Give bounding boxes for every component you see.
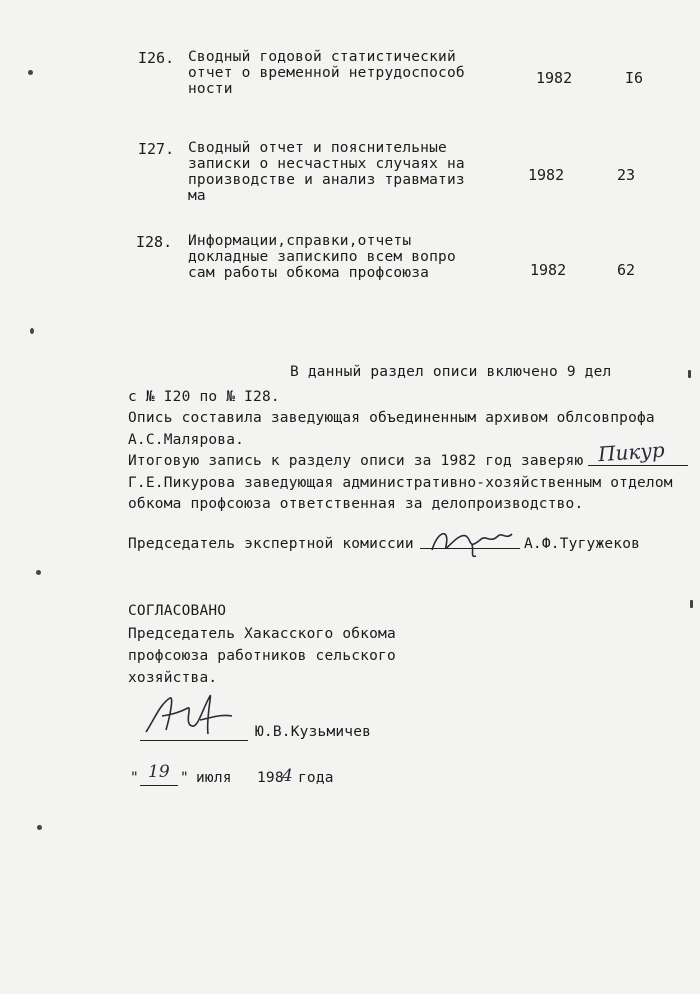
item-title-line: ности [188, 81, 233, 97]
scan-mark [30, 328, 34, 334]
approval-line: профсоюза работников сельского [128, 648, 396, 664]
item-sheet-count: 23 [617, 166, 636, 184]
item-title-line: отчет о временной нетрудоспособ [188, 65, 465, 81]
summary-line: А.С.Малярова. [128, 432, 245, 448]
date-year-last-digit: 4 [282, 766, 293, 786]
item-title-line: Сводный отчет и пояснительные [188, 140, 447, 156]
item-year: 1982 [528, 166, 565, 184]
kuzmichev-signature [140, 690, 250, 745]
pikurova-signature: Пикур [597, 437, 666, 467]
item-year: 1982 [536, 69, 573, 87]
item-number: I27. [138, 140, 175, 158]
summary-line: с № I20 по № I28. [128, 389, 280, 405]
date-day-underline [140, 785, 178, 786]
summary-line: Г.Е.Пикурова заведующая административно-хозяйственным отделом [128, 475, 673, 491]
date-close-quote: " [180, 770, 189, 786]
item-title-line: записки о несчастных случаях на [188, 156, 465, 172]
item-year: 1982 [530, 261, 567, 279]
date-day: 19 [148, 762, 170, 782]
date-suffix: года [298, 770, 334, 786]
summary-line: Опись составила заведующая объединенным архивом облсовпрофа [128, 410, 655, 426]
summary-line: В данный раздел описи включено 9 дел [290, 364, 612, 380]
expert-label: Председатель экспертной комиссии [128, 536, 414, 552]
item-number: I28. [136, 233, 173, 251]
item-number: I26. [138, 49, 175, 67]
expert-signature [428, 522, 518, 562]
approval-name: Ю.В.Кузьмичев [255, 724, 372, 740]
scan-mark [690, 600, 693, 608]
date-month: июля [196, 770, 232, 786]
date-year: 198 [257, 770, 284, 786]
item-sheet-count: I6 [625, 69, 644, 87]
summary-line: Итоговую запись к разделу описи за 1982 год заверяю [128, 453, 584, 469]
scan-mark [37, 825, 42, 830]
scan-mark [688, 370, 691, 378]
item-title-line: ма [188, 188, 206, 204]
approval-line: хозяйства. [128, 670, 218, 686]
item-title-line: Сводный годовой статистический [188, 49, 456, 65]
item-title-line: производстве и анализ травматиз [188, 172, 465, 188]
scan-mark [28, 70, 33, 75]
scan-mark [36, 570, 41, 575]
item-title-line: Информации,справки,отчеты [188, 233, 412, 249]
item-sheet-count: 62 [617, 261, 636, 279]
expert-name: А.Ф.Тугужеков [524, 536, 641, 552]
summary-line: обкома профсоюза ответственная за делопроизводство. [128, 496, 584, 512]
approval-heading: СОГЛАСОВАНО [128, 603, 227, 619]
item-title-line: сам работы обкома профсоюза [188, 265, 430, 281]
approval-line: Председатель Хакасского обкома [128, 626, 396, 642]
date-open-quote: " [130, 770, 139, 786]
item-title-line: докладные запискипо всем вопро [188, 249, 456, 265]
